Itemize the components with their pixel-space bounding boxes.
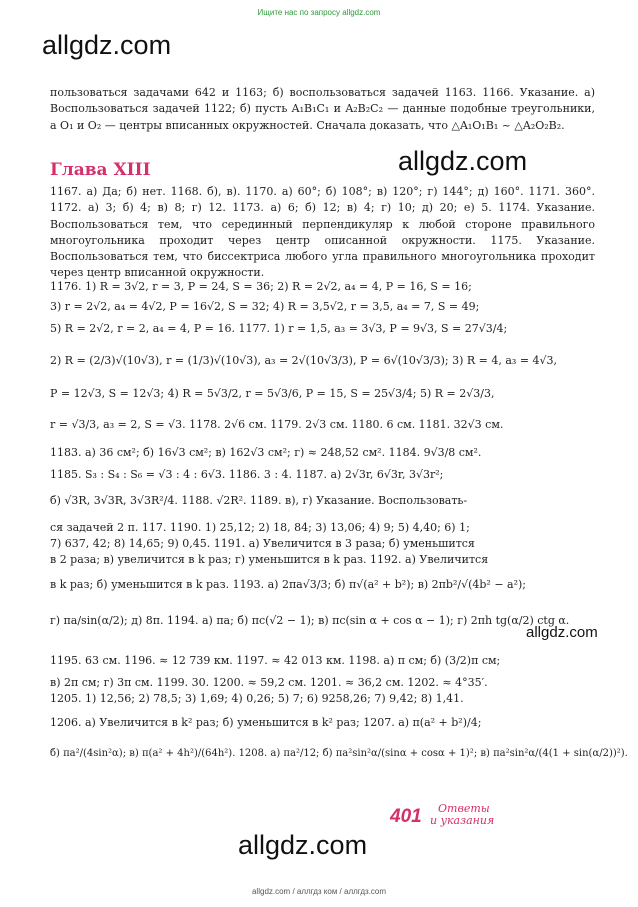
answer-line: 1195. 63 см. 1196. ≈ 12 739 км. 1197. ≈ 42 013 км. 1198. а) π см; б) (3/2)π см; — [50, 654, 501, 667]
answers-paragraph: 1167. а) Да; б) нет. 1168. б), в). 1170. а) 60°; б) 108°; в) 120°; г) 144°; д) 160°. 1171. 360°. 1172. а) 3; б) 4; в) 8; г) 12. 1173. а) 6; б) 12; в) 4; г) 10; д) 20; е) 5. 1174. Указание. Воспользоваться тем, что серединный перпендикуляр к любой стороне правильного многоугольника проходит через центр описанной окружности. 1175. Указание. Воспользоваться тем, что биссектриса любого угла правильного многоугольника проходит через центр вписанной окружности. — [50, 185, 595, 280]
intro-text: пользоваться задачами 642 и 1163; б) воспользоваться задачей 1163. 1166. Указание. а) Воспользоваться задачей 1122; б) пусть A₁B₁C₁ и A₂B₂C₂ — данные подобные треугольники, а O₁ и O₂ — центры вписанных окружностей. Сначала доказать, что △A₁O₁B₁ ~ △A₂O₂B₂. — [50, 86, 595, 132]
page-number: 401 — [390, 806, 422, 827]
top-search-link[interactable]: Ищите нас по запросу allgdz.com — [257, 8, 381, 17]
section-label: и указания — [430, 814, 495, 827]
answer-line: ся задачей 2 п. 117. 1190. 1) 25,12; 2) 18, 84; 3) 13,06; 4) 9; 5) 4,40; 6) 1; — [50, 521, 470, 534]
answer-line: r = √3/3, a₃ = 2, S = √3. 1178. 2√6 см. 1179. 2√3 см. 1180. 6 см. 1181. 32√3 см. — [50, 418, 504, 431]
answer-line: в k раз; б) уменьшится в k раз. 1193. а) 2πa√3/3; б) π√(a² + b²); в) 2πb²/√(4b² − a²); — [50, 578, 526, 591]
answer-line: 1183. а) 36 см²; б) 16√3 см²; в) 162√3 см²; г) ≈ 248,52 см². 1184. 9√3/8 см². — [50, 446, 482, 459]
answer-line: 5) R = 2√2, r = 2, a₄ = 4, P = 16. 1177. 1) r = 1,5, a₃ = 3√3, P = 9√3, S = 27√3/4; — [50, 322, 508, 335]
answer-line: 7) 637, 42; 8) 14,65; 9) 0,45. 1191. а) Увеличится в 3 раза; б) уменьшится — [50, 537, 475, 550]
answer-line: в) 2π см; г) 3π см. 1199. 30. 1200. ≈ 59,2 см. 1201. ≈ 36,2 см. 1202. ≈ 4°35′. — [50, 676, 488, 689]
watermark-4: allgdz.com — [238, 830, 368, 860]
watermark-3: allgdz.com — [526, 624, 598, 641]
answer-line: г) πa/sin(α/2); д) 8π. 1194. а) πa; б) πc(√2 − 1); в) πc(sin α + cos α − 1); г) 2πh tg(α/2) ctg α. — [50, 614, 570, 627]
answer-line: 1185. S₃ : S₄ : S₆ = √3 : 4 : 6√3. 1186. 3 : 4. 1187. а) 2√3r, 6√3r, 3√3r²; — [50, 468, 444, 481]
answer-line: 1176. 1) R = 3√2, r = 3, P = 24, S = 36; 2) R = 2√2, a₄ = 4, P = 16, S = 16; — [50, 280, 472, 293]
watermark-1: allgdz.com — [42, 30, 172, 60]
answer-line: б) √3R, 3√3R, 3√3R²/4. 1188. √2R². 1189. в), г) Указание. Воспользовать- — [50, 494, 468, 507]
watermark-2: allgdz.com — [398, 146, 528, 176]
footer-links[interactable]: allgdz.com / аллгдз ком / аллгдз.com — [251, 887, 387, 896]
answer-line: P = 12√3, S = 12√3; 4) R = 5√3/2, r = 5√3/6, P = 15, S = 25√3/4; 5) R = 2√3/3, — [50, 387, 495, 400]
answer-line: 1205. 1) 12,56; 2) 78,5; 3) 1,69; 4) 0,26; 5) 7; 6) 9258,26; 7) 9,42; 8) 1,41. — [50, 692, 464, 705]
answer-line: 1206. а) Увеличится в k² раз; б) уменьшится в k² раз; 1207. а) π(a² + b²)/4; — [50, 716, 482, 729]
chapter-heading: Глава XIII — [50, 160, 151, 180]
answer-line: 2) R = (2/3)√(10√3), r = (1/3)√(10√3), a₃ = 2√(10√3/3), P = 6√(10√3/3); 3) R = 4, a₃ = 4√3, — [50, 354, 558, 367]
answer-line: в 2 раза; в) увеличится в k раз; г) уменьшится в k раз. 1192. а) Увеличится — [50, 553, 489, 566]
answer-line: б) πa²/(4sin²α); в) π(a² + 4h²)/(64h²). 1208. а) πa²/12; б) πa²sin²α/(sinα + cosα + 1)²; в) πa²sin²α/(4(1 + sin(α/2))²). — [50, 748, 628, 759]
answer-line: 3) r = 2√2, a₄ = 4√2, P = 16√2, S = 32; 4) R = 3,5√2, r = 3,5, a₄ = 7, S = 49; — [50, 300, 480, 313]
section-label: Ответы — [438, 802, 490, 815]
